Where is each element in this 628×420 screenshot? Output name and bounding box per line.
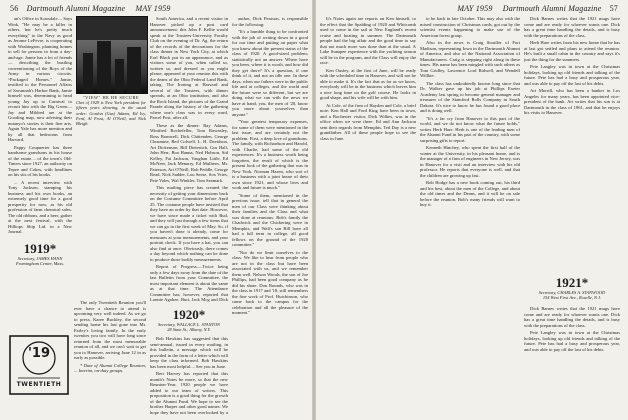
class-year: 1921*: [555, 275, 589, 290]
caption-text: Chet of 1929 is New York president for fifteen years showing, in the usual order: Gordon (Gus) Adams, Ed Ivy, Ferd, Al Frost, Al O'Neill, and Nick Bleigh.: [76, 100, 146, 127]
paragraph: "It's a humble thing to be confronted with the job of writing down in a good for our time and putting on paper what you know about the present status of the class of 1920. A good-sized problem; statistically not an answer. Where have you been, where it is worth, and how did they get there? It's a question, if one think of it, and not an idle one. In these days, when our fathers were in the public life and at colleges, and the world and the future were so different, but we are doing what we can with the news we have at hand, you, the men of '20, know you more about yourselves than anyone.": [232, 29, 308, 117]
left-issue-date: MAY 1959: [135, 4, 171, 13]
paragraph: Bert Harvey has reported that this month's Notes be more, so that the new Reunion-Year, 1920 people we have added to our team of writers. This proposition is a good thing for the growth of the Alumni Fund. We hope to see the brother Harper and other good names. We hope they have not been overlooked by a: [150, 371, 228, 415]
paragraph: author, Dick Pearson, is responsible for the following:: [232, 16, 308, 27]
class-1919-heading: [8, 238, 72, 268]
paragraph: Dick Barnes writes that the 1921 mugs have come and are ready for whoever wants one. Dick has a great time handling the details, and is busy with the preparations of the class.: [524, 306, 620, 328]
column-1: [8, 16, 72, 236]
paragraph: "Nor do we limit ourselves to the class. We like to hear from people who are not in the class but have been associated with us, and we remember them well. Nelson Woods, the son of Joe Phillips, had been good company as he did his share. Don Rounds, who was in the class in 1917 and '18, still remembers the fine work of Prof. Hutchinson, who came back to the campus for the celebration and all the pleasure of the moment.": [232, 249, 308, 315]
right-page-header: [457, 4, 618, 13]
column-8-lower: [524, 306, 620, 416]
paragraph: "Your greatest temporary expenses, for some of them were mentioned in the last issue, and are certainly not the problem. First, a deep love of grandsons. The family, with Richardson and Harold, with Charlie, had some of the old experiences. It's a business worth being forgotten, the result of which is the present look of the gathering that was in New York. Norman Hazen, who sort of is a business with a joint house of their own since 1921, and whose lives and work and future is much.": [232, 119, 308, 190]
paragraph: At Cole, of the firm of Hayden and Cole, a brief note: Ken Hall and Ford King have been in town, and a Rochester visitor, Dick Wilkes, was in the office when we were there. Ed and Ann Jackson sent their regards from Memphis. Ted Day is a new grandfather. All of these people hope to see the class in June.: [320, 102, 416, 141]
paragraph: ... A recent interview with Tony Jackson, stamping his business and his own books, an extremely good time for a good prosperity for now, as his old profession of farm chemical sales. The old ribbons, and a beer, gather at the next festival, with the Hilltops Ship Ltd. in a New Journal.: [8, 179, 72, 234]
paragraph: Kenneth Hinchey, who spent the first half of the winter at the University, in his pleasant home, and is the manager of a firm of engineers in New Jersey, was in Hanover for a visit and an interview with his old professor. He reports that everyone is well, and that the children are growing up fast.: [420, 145, 520, 178]
paragraph: It's Notes again are reports on Ken himself, to the effect that the Spalding of 1920 and Whitcomb used to come in the sail at New England's recent cruise and boating in summer. The Dartmouth people had the big affair and the good time to say that not much more was done than at the usual. A Lake Sunapee experience with the yachting season will be in the program, and the Class will enjoy the race.: [320, 16, 416, 65]
paragraph: Report of Progress.—Twice being only a few days away from the date of the last Bulletin from your Committee, the most important element is about the same as at that time. The Attendance Committee has, however, reported that Lonnie Agohee, Burt, Jack Mcg and Dick: [150, 264, 228, 302]
class-year: 1920*: [172, 307, 206, 322]
left-page-number: 56: [10, 4, 19, 13]
left-page-header: [10, 4, 171, 13]
paragraph: This mailing piece has created the necessity of getting your dimensions back on the Costume Committee before April 25. The costume people have insisted that they have an order by that date. However, we have since made a ticket with Bud, and they will just through a few items that we can go in the first week of May. So, if you haven't done it already, come for measures at your measurements, and your portrait check. If you have a hat, you can also find at once. Obviously, there comes a day beyond which nothing can be done to produce those bodily measurements.: [150, 185, 228, 262]
paragraph: "It's a far cry from Hanover to this part of the world, and we do not know what the future holds," writes Herb Hare. Herb is one of the leading men of the Alumni Fund in his part of the country, with some surprising gifts to report.: [420, 115, 520, 143]
paragraph: Also in the news is Craig Stouffer of Fort Madison, representing Iowa in the Dartmouth Alumni of America, and also of the National Association of Manufacturers. Craig is stepping right along in these times. His name has been mingled with such others as Tom Gridley, Lawrence Lord Bidwell, and Wendell Willkie.: [420, 40, 520, 78]
paragraph: "Some of them, mentioned in the previous issue, tell that in general the men of our Class were thinking about their families and the Class and what was done at reunions. Bob's family the Chadwick and the Chickering were in Memphis, and Walt's son Bill have all had a full term in college, all good fellows on the ground of the 1920 committee.": [232, 192, 308, 247]
right-issue-date: MAY 1959: [457, 4, 493, 13]
paragraph: Bob Hodge has a new book coming out, his third and his best, about the men of the College, and about the old times and the Deans, and it will be on sale before the reunion. Bob's many friends will want to buy it.: [420, 180, 520, 207]
class-1921-heading: [524, 272, 620, 304]
paragraph: Pappy Coupnerter has three handsome grandsons in his house of the estate.... of the town's Old-Timers since 1927, an authority on Tepee and Cokes, with headlines on his sits of his books.: [8, 144, 72, 177]
page-gutter: [312, 0, 316, 420]
paragraph: Herb Hare writes from his new home that he has at last got settled and plans to attend the reunion. He's built a small cabin in the country and says it's just the thing for the summers.: [524, 40, 620, 62]
paragraph: to be back in late October. This may also with the mixed construction of Christmas cards, got out by the scientist events happening to make use of the American forest group.: [420, 16, 520, 38]
logo-word: TWENTIETH: [16, 381, 62, 388]
column-8: [524, 16, 620, 268]
class-address: 154 West First Ave., Roselle, N.J.: [542, 295, 602, 300]
class-address: 28 State St., Albany, N.Y.: [167, 327, 211, 332]
photo-building: [83, 53, 93, 93]
class-secretary: Secretary, JAMES HANN: [17, 256, 63, 261]
column-5: [232, 16, 308, 416]
paragraph: The class has undoubtedly known long since that Dr. Walker gave up his job at Phillips Exeter Academy last spring to become general manager and treasurer of the Stamford Rolls Company in South Dakota. It's nice to know he has found a good place and is doing well.: [420, 80, 520, 113]
column-4: [150, 336, 228, 416]
paragraph: These as the dinner: Ray Adams, Winifred Rochefeller, Tom Rawnsley, Ross Branwell, Dick Chittenden, George Chusmine, Red Colwell, L. H. Davidson, Art Dickenson, Bill Dieteritch, Gus Hall, John Herr, Boa Hanna, Ned Hobson, Sid Kelley, Fat Jackson, Vaughan Little, Ed McNeer, Jack Menarry, Ed Mulhern, Mr. Paterson, Art O'Neill, Bob Peddle, George Read, Nick Sadder, Lou Seese, Sox Vries, Pete Voles, Wal Winkler, Tom Seamark.: [150, 122, 228, 183]
paragraph: The only Twentieth Reunion you'll ever have a chance to attend is upcoming very well indeed. As we go to press, Karee Buckley, the second sending home his last gone into Mr. Farley's loving family. In the early twenties you two will have long since returned from the most memorable reunion of all, and we can't wait to get you to Hanover, arriving June 12 in as early as possible.: [74, 300, 146, 360]
column-2: [74, 300, 146, 416]
class-1920-heading: [150, 304, 228, 334]
left-running-title: Dartmouth Alumni Magazine: [26, 4, 126, 13]
class-secretary: Secretary, WALLACE L. STANTON: [158, 322, 220, 327]
paragraph: an's Office in Scarsdale.... Says Wink, "He may be a killer in others, but he's pretty much everything" to the Navy as good as Jerome LeFevre, is cooperating with Washington, planning homes to sell for persons in from a day-and-age. Jamie has a lot of friends— describing the bustling conventioning of the Boys of the Army in various circuits. “Packaged Homes.” Jamie, testified to the Personnel Affairs of Savannah's Harbor Bank, Jamie himself was, determining to head young Jay up to Carnival to recruit him with the Big Green.... Jay and Mildred are at the Gooding map, now advising their nutanyo's stories is their fine arts. Again Yale has more mention and by all that bedrooms from Harvard.: [8, 16, 72, 142]
footnote: * Date of Alumni College Reunion, ... Interim, on-duty groups.: [74, 362, 146, 373]
paragraph: Dick Barnes writes that the 1921 mugs have come and are ready for whoever wants one. Dick has a great time handling the details, and is busy with the preparations of the class.: [524, 16, 620, 38]
paragraph: Art Morrill, who has been a banker in Los Angeles for many years, has been appointed vice-president of the bank. Art writes that his son is at Dartmouth in the class of 1961, and that he enjoys his visits to Hanover.: [524, 88, 620, 115]
paragraph: Pete Langley was in town at the Christmas holidays, looking up old friends and talking of the future. Pete has had a busy and prosperous year, and was able to pay off the last of his debts.: [524, 64, 620, 86]
column-7: [420, 16, 520, 416]
paragraph: South America, and a recent visitor in Hanover picked up a post card announcement: this John F. Kellie would speak at the Trustees-University Faculty Club on the evening of Dr. Ag. the return of the records of the decorations for the class dinner in New York City, at which Earl Black put in an appearance, and as visitors some of you, when called so, written so, and dressed as you might please, appeared at your reunion this with the deans of the Ohio Federal Land Bank, taking. The Ironing at Harvard and several of the Trustees, with dinner spreads, at an Ohio institution, and also the Rock Island, the pictures of the Grand Parade along the history of the gathering where one's class was in every ward, Parcel Post, after all.: [150, 16, 228, 120]
class-year: 1919*: [23, 241, 57, 256]
caption-title: "VIEW" HE HE SECURE: [82, 95, 140, 100]
paragraph: Bob Hawkins has suggested that this semi-annual, issued in every mailing, in this bulletin, a message which will be provided in the form of a letter which will keep the class informed. Bob Hawkins has been most helpful.... See you in June.: [150, 336, 228, 369]
photo-building: [115, 59, 124, 93]
photo-caption: [76, 95, 146, 126]
class-address: Framingham Center, Mass.: [15, 261, 65, 266]
logo-number: '19: [27, 346, 51, 361]
paragraph: Pete Langley was in town at the Christmas holidays, looking up old friends and talking of the future. Pete has had a busy and prosperous year, and was able to pay off the last of his debts.: [524, 330, 620, 352]
photo-building: [127, 47, 141, 93]
right-page-number: 57: [609, 4, 618, 13]
class-photo: [76, 16, 148, 94]
class-secretary: Secretary, CHARLES A. STANWOOD: [538, 290, 606, 295]
column-3: [150, 16, 228, 302]
right-running-title: Dartmouth Alumni Magazine: [502, 4, 602, 13]
photo-building: [97, 41, 111, 93]
column-6: [320, 16, 416, 416]
paragraph: Ken Ousley, at the first of June, will be ready with the scheduled time in Hanover, and will not be able to make it. It's the fact that as far as we know, everybody will be in the business which leaves him a nice long time on the golf course. He looks in good shape, and his wife will be with him.: [320, 67, 416, 100]
